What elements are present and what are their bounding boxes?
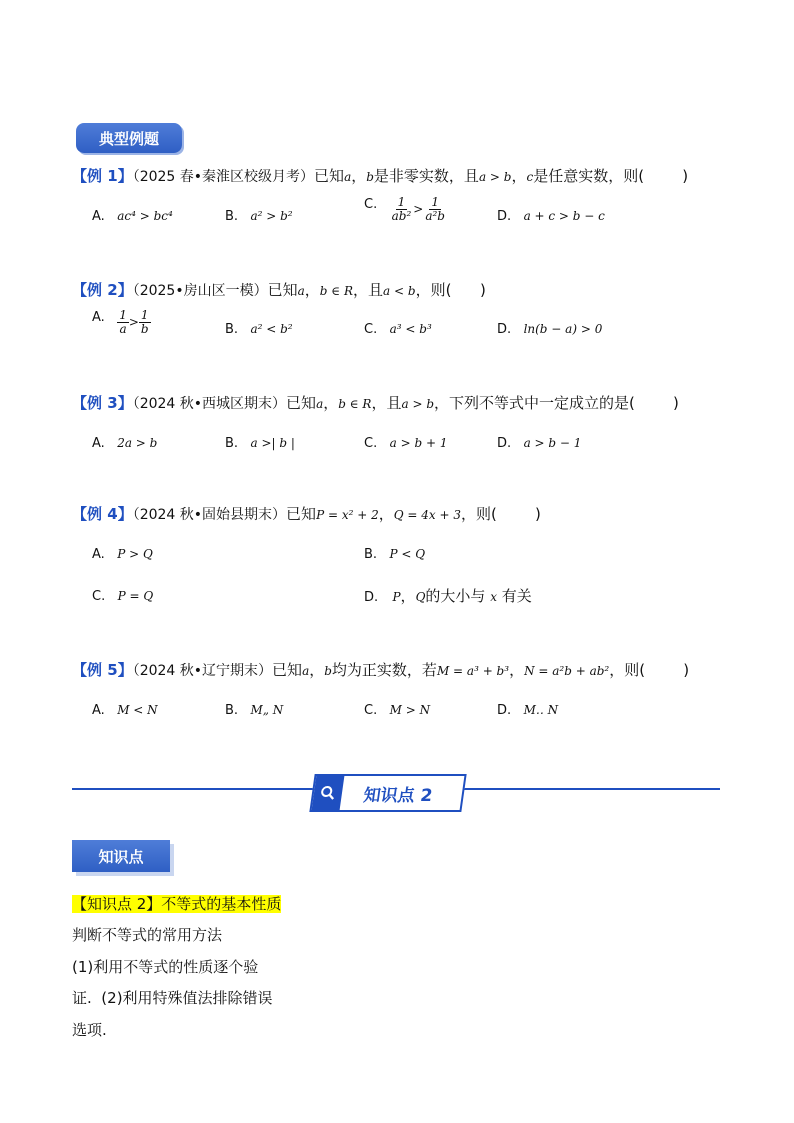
option-c: C. a³ < b³ (364, 322, 432, 337)
option-a: A. M < N (92, 703, 158, 718)
divider-left (72, 788, 317, 790)
option-d: D. a + c > b − c (497, 209, 605, 224)
option-b: B. a² < b² (225, 322, 293, 337)
example-3-stem: 【例 3】（2024 秋•西城区期末）已知a，b ∈ R，且a > b，下列不等式中一定成立的是( ) (72, 394, 679, 412)
option-b: B. M„ N (225, 703, 284, 718)
example-1-stem: 【例 1】（2025 春•秦淮区校级月考）已知a，b是非零实数，且a > b，c是任意实数，则( ) (72, 167, 689, 185)
option-c: C. a > b + 1 (364, 436, 448, 451)
example-2-stem: 【例 2】（2025•房山区一模）已知a，b ∈ R，且a < b，则( ) (72, 281, 486, 299)
knowledge-line: 证. (2)利用特殊值法排除错误 (72, 989, 273, 1007)
section-badge (76, 123, 182, 153)
option-b: B. a >| b | (225, 436, 295, 451)
example-4-stem: 【例 4】（2024 秋•固始县期末）已知P = x² + 2，Q = 4x + 3，则( ) (72, 505, 541, 523)
divider-right (462, 788, 720, 790)
section-badge-label: 典型例题 (98, 129, 159, 148)
option-d: D. P，Q的大小与 x 有关 (364, 587, 532, 605)
knowledge-line: 判断不等式的常用方法 (72, 926, 223, 944)
example-label: 例 1 (87, 167, 118, 185)
knowledge-badge (72, 840, 170, 872)
knowledge-header (309, 774, 466, 812)
option-d: D. ln(b − a) > 0 (497, 322, 603, 337)
option-d: D. M‥ N (497, 703, 559, 718)
option-b: B. P < Q (364, 547, 426, 562)
option-c: C. M > N (364, 703, 431, 718)
option-a: A. ac⁴ > bc⁴ (92, 209, 173, 224)
knowledge-badge-label: 知识点 (98, 847, 144, 866)
option-c: C. $\frac{1}{\text{ab²}}$ > $\frac{1}{\text{a²b}}$ (364, 195, 445, 223)
option-a: A. $\frac{1}{a}$ > $\frac{1}{b}$ (92, 308, 149, 336)
option-a: A. P > Q (92, 547, 153, 562)
example-5-stem: 【例 5】（2024 秋•辽宁期末）已知a，b均为正实数，若M = a³ + b³，N = a²b + ab²，则( ) (72, 661, 690, 679)
knowledge-header-title: 知识点 2 (362, 785, 434, 806)
option-b: B. a² > b² (225, 209, 293, 224)
knowledge-line: 选项. (72, 1021, 107, 1039)
example-source: （2025 春•秦淮区校级月考） (132, 169, 315, 185)
option-a: A. 2a > b (92, 436, 158, 451)
option-d: D. a > b − 1 (497, 436, 582, 451)
knowledge-highlight: 【知识点 2】不等式的基本性质 (72, 895, 282, 913)
knowledge-line: (1)利用不等式的性质逐个验 (72, 958, 259, 976)
option-c: C. P = Q (92, 589, 154, 604)
